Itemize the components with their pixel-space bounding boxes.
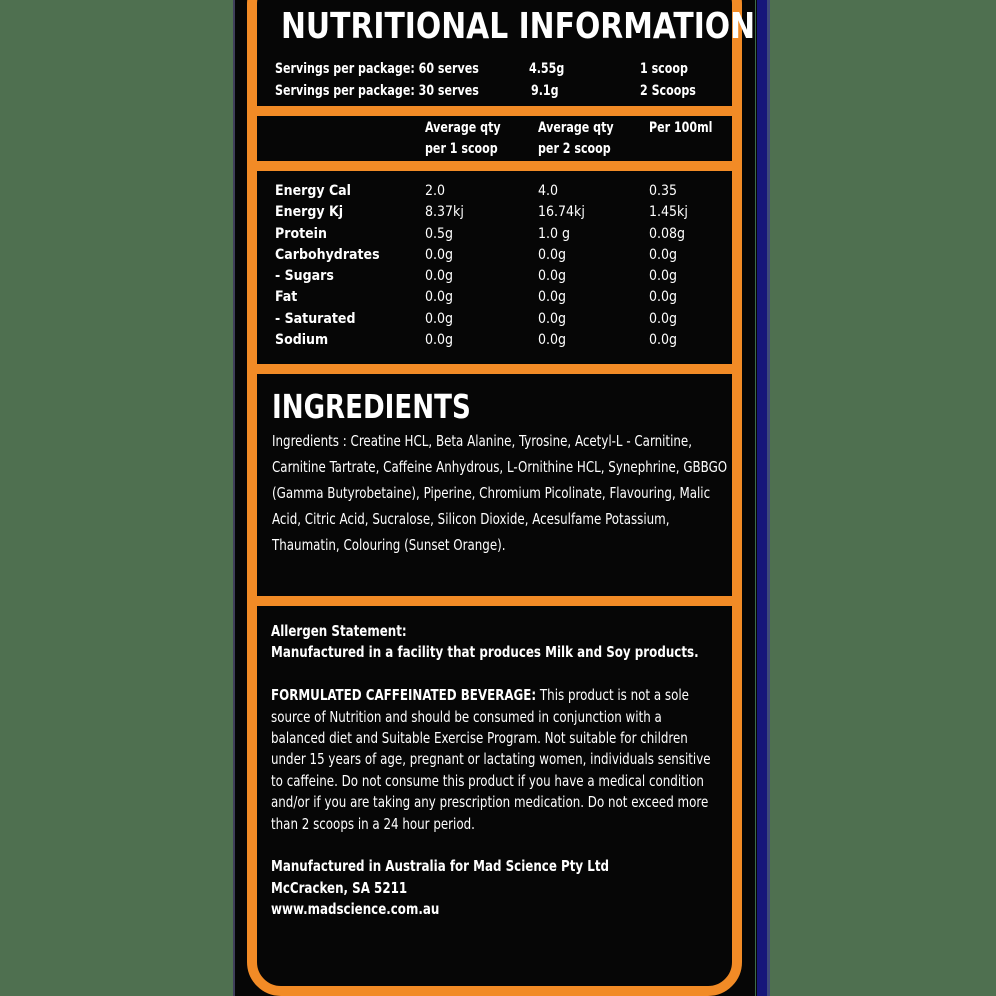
nutrient-name: Carbohydrates: [275, 246, 380, 263]
column-header-2-scoop: [538, 118, 614, 160]
column-header-line: Average qty: [425, 120, 501, 136]
nutrient-value: 0.0g: [649, 246, 678, 263]
nutrient-name: Sodium: [275, 332, 329, 349]
panel-edge: [233, 0, 235, 996]
warning-heading: FORMULATED CAFFEINATED BEVERAGE:: [271, 686, 537, 705]
nutrient-name: - Saturated: [275, 310, 356, 327]
nutrient-name: Energy Cal: [275, 183, 351, 199]
nutrient-value: 0.0g: [425, 268, 454, 285]
manufacturer-line: Manufactured in Australia for Mad Science Pty Ltd: [271, 857, 610, 876]
section-divider: [257, 364, 732, 374]
section-divider: [257, 596, 732, 606]
nutrient-value: 1.45kj: [649, 204, 688, 221]
spacer: [271, 664, 711, 685]
blue-stripe-edge: [767, 0, 770, 996]
nutrient-value: 0.0g: [538, 268, 567, 285]
section-divider: [257, 161, 732, 171]
nutrient-value: 0.0g: [425, 310, 454, 327]
nutrient-names: [275, 181, 380, 351]
nutrient-values-1-scoop: [425, 181, 464, 351]
nutrient-value: 0.0g: [649, 289, 678, 306]
nutrient-value: 0.0g: [649, 332, 678, 349]
manufacturer-address: McCracken, SA 5211: [271, 878, 408, 897]
servings-scoops: 1 scoop: [640, 61, 688, 77]
ingredients-title: INGREDIENTS: [272, 387, 471, 426]
servings-scoops: 2 Scoops: [640, 83, 696, 99]
nutrient-value: 0.0g: [538, 289, 567, 306]
nutrient-value: 0.0g: [538, 332, 567, 349]
column-header-1-scoop: [425, 118, 501, 160]
nutrient-value: 0.0g: [649, 310, 678, 327]
nutrient-value: 0.0g: [538, 246, 567, 263]
nutrient-name: - Sugars: [275, 268, 334, 285]
ingredients-text: Ingredients : Creatine HCL, Beta Alanine, Tyrosine, Acetyl-L - Carnitine, Carnitine Tartrate, Caffeine Anhydrous, L-Ornithine HCL, Synephrine, GBBGO (Gamma Butyrobetaine), Piperine, Chromium Picolinate, Flavouring, Malic Acid, Citric Acid, Sucralose, Silicon Dioxide, Acesulfame Potassium, Thaumatin, Colouring (Sunset Orange).: [272, 432, 728, 554]
servings-weight: 4.55g: [529, 61, 565, 77]
column-header-line: per 2 scoop: [538, 141, 611, 157]
nutrient-name: Protein: [275, 225, 327, 242]
column-header-line: Average qty: [538, 120, 614, 136]
nutrient-value: 0.0g: [425, 246, 454, 263]
nutrition-title: NUTRITIONAL INFORMATION: [281, 6, 756, 47]
nutrient-value: 0.5g: [425, 225, 454, 242]
nutrient-value: 0.0g: [649, 268, 678, 285]
nutrient-name: Energy Kj: [275, 204, 344, 221]
nutrient-name: Fat: [275, 289, 298, 306]
nutrient-value: 0.0g: [425, 332, 454, 349]
nutrient-value: 0.0g: [425, 289, 454, 306]
nutrient-values-2-scoop: [538, 181, 585, 351]
allergen-heading: Allergen Statement:: [271, 622, 407, 640]
warning-paragraph: [271, 685, 711, 835]
nutrient-value: 8.37kj: [425, 204, 464, 221]
servings-label: Servings per package: 30 serves: [275, 83, 479, 99]
column-header-line: per 1 scoop: [425, 141, 498, 157]
panel-edge-line: [755, 0, 756, 996]
nutrient-value: 0.35: [649, 183, 678, 199]
nutrient-value: 1.0 g: [538, 225, 571, 242]
manufacturer-website: www.madscience.com.au: [271, 900, 440, 919]
nutrient-value: 16.74kj: [538, 204, 585, 221]
nutrient-value: 0.08g: [649, 225, 686, 242]
nutrient-values-per-100ml: [649, 181, 688, 351]
spacer: [271, 835, 711, 856]
servings-weight: 9.1g: [531, 83, 559, 99]
warning-text: This product is not a sole source of Nutrition and should be consumed in conjunction with a balanced diet and Suitable Exercise Program. Not suitable for children under 15 years of age, pregnant or lactating women, individuals sensitive to caffeine. Do not consume this product if you have a medical condition and/or if you are taking any prescription medication. Do not exceed more than 2 scoops in a 24 hour period.: [271, 686, 711, 833]
column-header-per-100ml: [649, 118, 712, 139]
section-divider: [257, 106, 732, 116]
nutrient-value: 0.0g: [538, 310, 567, 327]
allergen-text: Manufactured in a facility that produces Milk and Soy products.: [271, 643, 699, 662]
nutrient-value: 4.0: [538, 183, 559, 199]
servings-label: Servings per package: 60 serves: [275, 61, 479, 77]
column-header-line: Per 100ml: [649, 120, 713, 136]
notes-section: [271, 621, 711, 921]
nutrient-value: 2.0: [425, 183, 446, 199]
